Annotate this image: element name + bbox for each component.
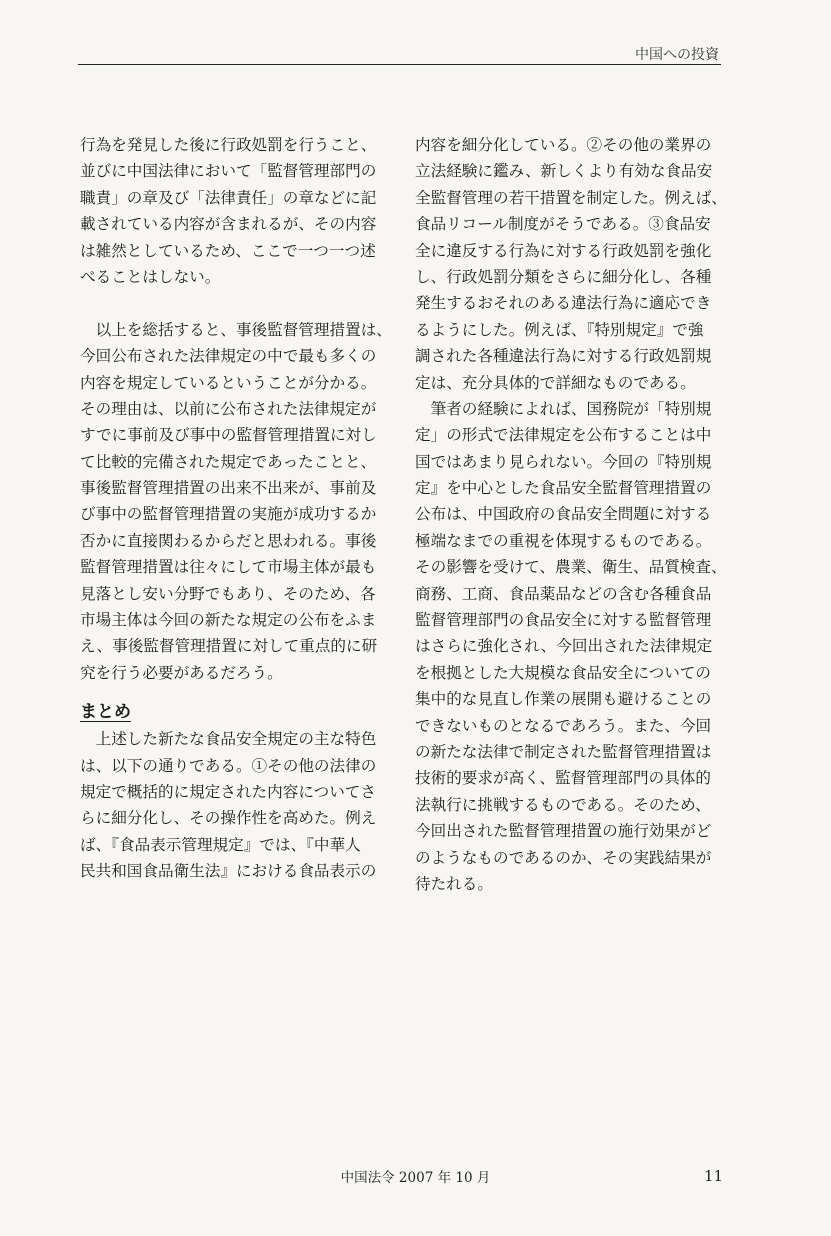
text-line: るようにした。例えば、『特別規定』で強 [415,320,704,339]
text-line: 監督管理措置は往々にして市場主体が最も [80,558,377,577]
paragraph [415,396,725,897]
running-header-title: 中国への投資 [635,47,719,63]
text-line: その影響を受けて、農業、衛生、品質検査、 [415,558,727,577]
text-line: 監督管理部門の食品安全に対する監督管理 [415,611,712,630]
paragraph [80,317,392,686]
text-line: 職責」の章及び「法律責任」の章などに記 [80,188,377,207]
text-line: 載されている内容が含まれるが、その内容 [80,215,377,234]
text-line: 国ではあまり見られない。今回の『特別規 [415,452,712,471]
text-line: 商務、工商、食品薬品などの含む各種食品 [415,584,712,603]
text-line: 以上を総括すると、事後監督管理措置は、 [80,320,392,339]
paragraph-gap [80,290,392,316]
text-line: 否かに直接関わるからだと思われる。事後 [80,531,377,550]
text-line: 技術的要求が高く、監督管理部門の具体的 [415,769,711,788]
text-line: し、行政処罰分類をさらに細分化し、各種 [415,267,712,286]
text-line: 発生するおそれのある違法行為に適応でき [415,294,712,313]
text-line: 内容を規定しているということが分かる。 [80,373,377,392]
left-column [80,132,392,885]
text-line: 定」の形式で法律規定を公布することは中 [415,426,712,445]
page-number: 11 [704,1167,724,1185]
text-line: 定は、充分具体的で詳細なものである。 [415,373,696,392]
text-line: を根拠とした大規模な食品安全についての [415,663,711,682]
text-line: 並びに中国法律において「監督管理部門の [80,162,377,181]
text-line: 行為を発見した後に行政処罰を行うこと、 [80,136,377,154]
text-line: 集中的な見直し作業の展開も避けることの [415,690,712,709]
text-line: その理由は、以前に公布された法律規定が [80,399,377,418]
text-line: はさらに強化され、今回出された法律規定 [415,637,713,656]
text-line: は雑然としているため、ここで一つ一つ述 [80,241,376,260]
text-line: 全監督管理の若干措置を制定した。例えば、 [415,188,727,207]
text-line: え、事後監督管理措置に対して重点的に研 [80,637,378,656]
text-line: 法執行に挑戦するものである。そのため、 [415,795,711,814]
text-line: ば、『食品表示管理規定』では、『中華人 [80,835,361,854]
paragraph [80,726,392,884]
text-line: は、以下の通りである。①その他の法律の [80,756,377,775]
text-line: 規定で概括的に規定された内容についてさ [80,782,376,801]
paragraph [415,132,725,396]
header-rule [78,64,721,65]
text-line: 立法経験に鑑み、新しくより有効な食品安 [415,162,713,181]
text-line: のようなものであるのか、その実践結果が [415,848,712,867]
right-column [415,132,725,897]
text-line: できないものとなるであろう。また、今回 [415,716,712,735]
text-line: 極端なまでの重視を体現するものである。 [415,531,712,550]
text-line: らに細分化し、その操作性を高めた。例え [80,809,377,828]
text-line: 上述した新たな食品安全規定の主な特色 [80,730,377,749]
text-line: び事中の監督管理措置の実施が成功するか [80,505,377,524]
paragraph [80,132,392,290]
text-line: べることはしない。 [80,267,221,286]
text-line: 調された各種違法行為に対する行政処罰規 [415,347,712,366]
text-line: 公布は、中国政府の食品安全問題に対する [415,505,712,524]
text-line: 定』を中心とした食品安全監督管理措置の [415,479,712,498]
text-line: 今回公布された法律規定の中で最も多くの [80,347,377,366]
text-line: 究を行う必要があるだろう。 [80,663,283,682]
text-line: 筆者の経験によれば、国務院が「特別規 [415,399,712,418]
text-line: 待たれる。 [415,874,493,893]
text-line: 事後監督管理措置の出来不出来が、事前及 [80,479,377,498]
text-line: 見落とし安い分野でもあり、そのため、各 [80,584,376,603]
text-line: 食品リコール制度がそうである。③食品安 [415,215,711,234]
text-line: 内容を細分化している。②その他の業界の [415,136,712,154]
section-heading-summary: まとめ [80,702,131,723]
text-line: すでに事前及び事中の監督管理措置に対し [80,426,377,445]
text-line: て比較的完備された規定であったことと、 [80,452,377,471]
footer-publication: 中国法令 2007 年 10 月 [340,1170,491,1186]
text-line: 全に違反する行為に対する行政処罰を強化 [415,241,712,260]
text-line: 今回出された監督管理措置の施行効果がど [415,822,712,841]
text-line: 民共和国食品衛生法』における食品表示の [80,862,377,881]
text-line: 市場主体は今回の新たな規定の公布をふま [80,611,377,630]
text-line: の新たな法律で制定された監督管理措置は [415,742,712,761]
